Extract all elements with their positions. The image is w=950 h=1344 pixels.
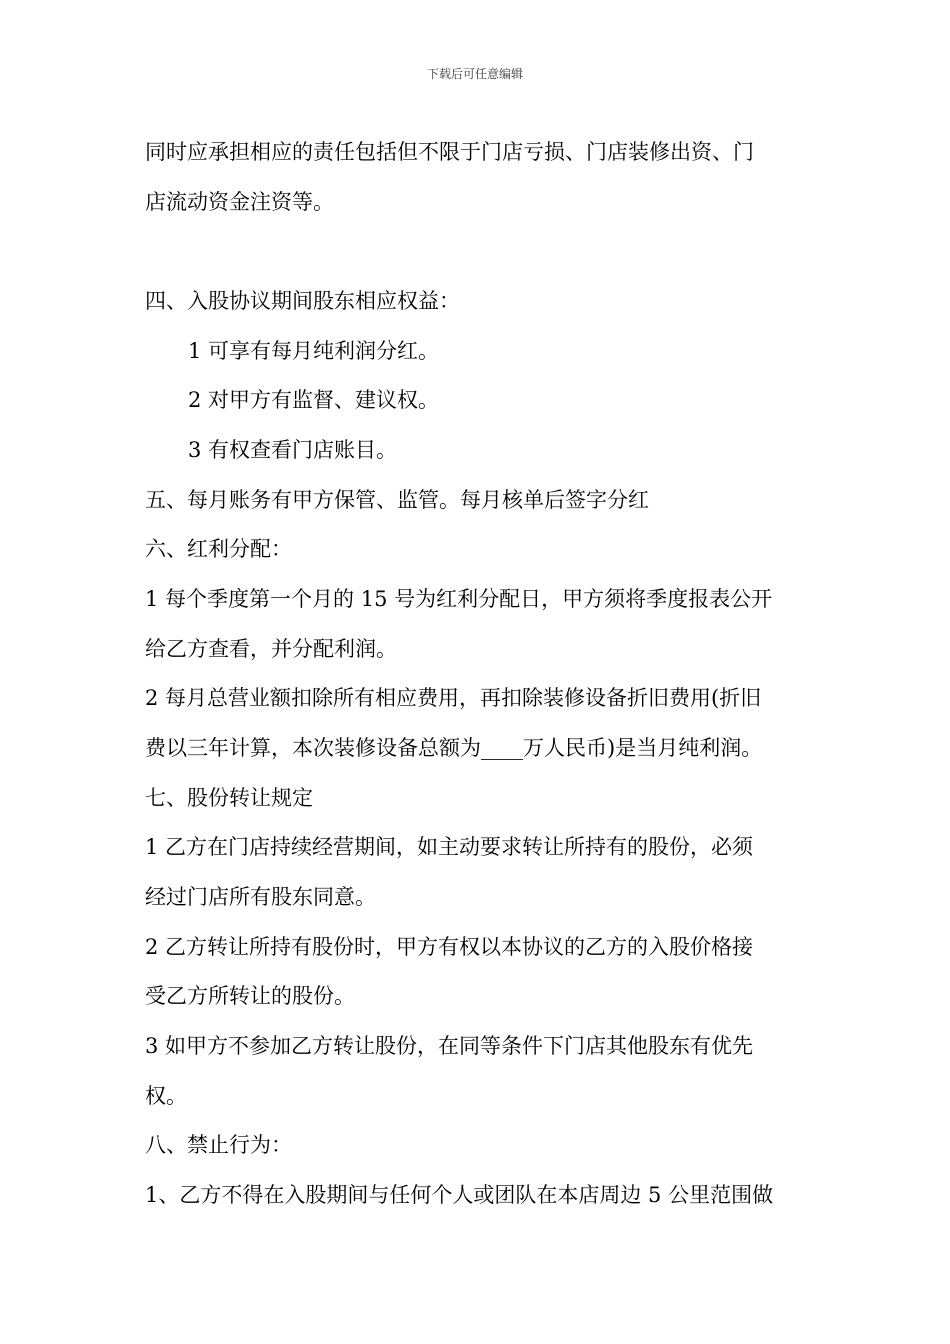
paragraph-line: 店流动资金注资等。 (145, 190, 334, 214)
section-heading-6: 六、红利分配： (145, 537, 292, 561)
paragraph-line: 1 乙方在门店持续经营期间，如主动要求转让所持有的股份，必须 (145, 835, 754, 859)
paragraph-line: 费以三年计算，本次装修设备总额为____万人民币)是当月纯利润。 (145, 736, 763, 760)
paragraph-line: 1 每个季度第一个月的 15 号为红利分配日，甲方须将季度报表公开 (145, 587, 773, 611)
paragraph-line: 1、乙方不得在入股期间与任何个人或团队在本店周边 5 公里范围做 (145, 1183, 774, 1207)
section-heading-8: 八、禁止行为： (145, 1133, 292, 1157)
paragraph-line: 2 每月总营业额扣除所有相应费用，再扣除装修设备折旧费用(折旧 (145, 686, 762, 710)
list-item: 1 可享有每月纯利润分红。 (188, 339, 440, 363)
paragraph-line: 受乙方所转让的股份。 (145, 984, 355, 1008)
page-header: 下载后可任意编辑 (426, 67, 523, 81)
paragraph-line: 3 如甲方不参加乙方转让股份，在同等条件下门店其他股东有优先 (145, 1034, 754, 1058)
paragraph-line: 同时应承担相应的责任包括但不限于门店亏损、门店装修出资、门 (145, 140, 754, 164)
section-heading-7: 七、股份转让规定 (145, 786, 313, 810)
paragraph-line: 2 乙方转让所持有股份时，甲方有权以本协议的乙方的入股价格接 (145, 935, 754, 959)
paragraph-line: 经过门店所有股东同意。 (145, 885, 376, 909)
list-item: 3 有权查看门店账目。 (188, 438, 398, 462)
section-heading-4: 四、入股协议期间股东相应权益： (145, 289, 460, 313)
paragraph-line: 给乙方查看，并分配利润。 (145, 637, 397, 661)
section-heading-5: 五、每月账务有甲方保管、监管。每月核单后签字分红 (145, 488, 649, 512)
paragraph-line: 权。 (145, 1084, 187, 1108)
list-item: 2 对甲方有监督、建议权。 (188, 388, 440, 412)
